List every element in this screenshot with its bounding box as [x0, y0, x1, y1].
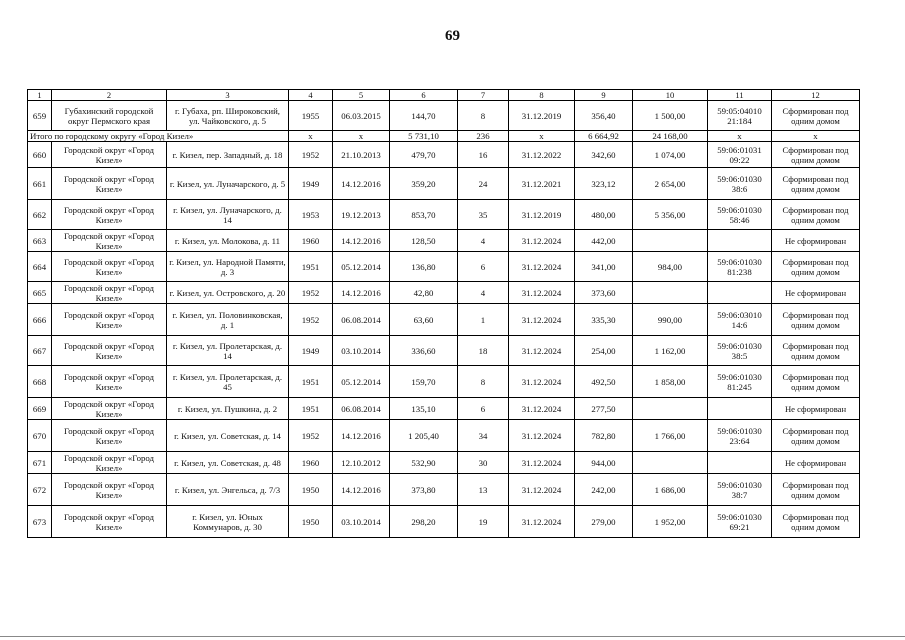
- recognition-date-cell: 05.12.2014: [333, 366, 390, 398]
- land-area-required-cell: 254,00: [575, 336, 633, 366]
- plot-status-cell: Не сформирован: [772, 230, 860, 252]
- municipality-cell: Городской округ «Город Кизел»: [52, 398, 167, 420]
- land-plot-area-cell: [633, 282, 708, 304]
- year-built-cell: 1953: [289, 200, 333, 230]
- recognition-date-cell: 21.10.2013: [333, 142, 390, 168]
- column-number-11: 11: [708, 90, 772, 101]
- resettlement-deadline-cell: 31.12.2019: [509, 101, 575, 131]
- municipality-cell: Городской округ «Город Кизел»: [52, 230, 167, 252]
- area-cell: 63,60: [390, 304, 458, 336]
- page-bottom-rule: [0, 636, 905, 637]
- land-area-required-cell: 356,40: [575, 101, 633, 131]
- residents-cell: 6: [458, 398, 509, 420]
- recognition-date-cell: 03.10.2014: [333, 336, 390, 366]
- land-plot-area-cell: 1 858,00: [633, 366, 708, 398]
- year-built-cell: 1960: [289, 452, 333, 474]
- land-plot-area-cell: 1 952,00: [633, 506, 708, 538]
- residents-cell: 8: [458, 101, 509, 131]
- municipality-cell: Городской округ «Город Кизел»: [52, 420, 167, 452]
- resettlement-deadline-cell: 31.12.2024: [509, 282, 575, 304]
- cadastral-number-cell: 59:06:01030 58:46: [708, 200, 772, 230]
- cadastral-number-cell: 59:06:01030 38:6: [708, 168, 772, 200]
- cadastral-number-cell: 59:05:04010 21:184: [708, 101, 772, 131]
- resettlement-deadline-cell: 31.12.2022: [509, 142, 575, 168]
- residents-cell: 30: [458, 452, 509, 474]
- municipality-cell: Городской округ «Город Кизел»: [52, 474, 167, 506]
- table-body: [28, 101, 860, 538]
- recognition-date-cell: 06.03.2015: [333, 101, 390, 131]
- column-number-7: 7: [458, 90, 509, 101]
- cadastral-number-cell: 59:06:01030 38:7: [708, 474, 772, 506]
- recognition-date-cell: 03.10.2014: [333, 506, 390, 538]
- residents-cell: 13: [458, 474, 509, 506]
- address-cell: г. Кизел, ул. Советская, д. 48: [167, 452, 289, 474]
- land-plot-area-cell: 1 500,00: [633, 101, 708, 131]
- table-row: [28, 420, 860, 452]
- municipality-cell: Городской округ «Город Кизел»: [52, 168, 167, 200]
- land-plot-area-cell: 5 356,00: [633, 200, 708, 230]
- plot-status-cell: Сформирован под одним домом: [772, 252, 860, 282]
- row-number-cell: 665: [28, 282, 52, 304]
- year-built-cell: 1950: [289, 506, 333, 538]
- land-area-required-cell: 782,80: [575, 420, 633, 452]
- address-cell: г. Кизел, ул. Луначарского, д. 5: [167, 168, 289, 200]
- total-c8-cell: x: [509, 131, 575, 142]
- plot-status-cell: Сформирован под одним домом: [772, 142, 860, 168]
- land-area-required-cell: 373,60: [575, 282, 633, 304]
- land-plot-area-cell: 1 162,00: [633, 336, 708, 366]
- municipality-cell: Городской округ «Город Кизел»: [52, 366, 167, 398]
- resettlement-deadline-cell: 31.12.2024: [509, 452, 575, 474]
- plot-status-cell: Сформирован под одним домом: [772, 304, 860, 336]
- cadastral-number-cell: 59:06:01031 09:22: [708, 142, 772, 168]
- residents-cell: 19: [458, 506, 509, 538]
- address-cell: г. Кизел, ул. Луначарского, д. 14: [167, 200, 289, 230]
- row-number-cell: 673: [28, 506, 52, 538]
- land-plot-area-cell: 1 074,00: [633, 142, 708, 168]
- table-row: [28, 366, 860, 398]
- total-row: [28, 131, 860, 142]
- year-built-cell: 1950: [289, 474, 333, 506]
- recognition-date-cell: 14.12.2016: [333, 474, 390, 506]
- plot-status-cell: Не сформирован: [772, 452, 860, 474]
- recognition-date-cell: 14.12.2016: [333, 420, 390, 452]
- address-cell: г. Кизел, ул. Островского, д. 20: [167, 282, 289, 304]
- area-cell: 373,80: [390, 474, 458, 506]
- area-cell: 336,60: [390, 336, 458, 366]
- resettlement-deadline-cell: 31.12.2024: [509, 252, 575, 282]
- year-built-cell: 1951: [289, 398, 333, 420]
- plot-status-cell: Сформирован под одним домом: [772, 366, 860, 398]
- resettlement-deadline-cell: 31.12.2024: [509, 506, 575, 538]
- column-number-1: 1: [28, 90, 52, 101]
- recognition-date-cell: 06.08.2014: [333, 304, 390, 336]
- address-cell: г. Кизел, ул. Молокова, д. 11: [167, 230, 289, 252]
- cadastral-number-cell: [708, 398, 772, 420]
- total-label: Итого по городскому округу «Город Кизел»: [28, 131, 289, 142]
- land-area-required-cell: 492,50: [575, 366, 633, 398]
- municipality-cell: Городской округ «Город Кизел»: [52, 252, 167, 282]
- land-area-required-cell: 480,00: [575, 200, 633, 230]
- total-c6-cell: 5 731,10: [390, 131, 458, 142]
- row-number-cell: 659: [28, 101, 52, 131]
- cadastral-number-cell: [708, 282, 772, 304]
- column-number-8: 8: [509, 90, 575, 101]
- row-number-cell: 667: [28, 336, 52, 366]
- resettlement-deadline-cell: 31.12.2024: [509, 420, 575, 452]
- plot-status-cell: Сформирован под одним домом: [772, 474, 860, 506]
- municipality-cell: Городской округ «Город Кизел»: [52, 282, 167, 304]
- table-row: [28, 142, 860, 168]
- column-number-row: [28, 90, 860, 101]
- municipality-cell: Городской округ «Город Кизел»: [52, 200, 167, 230]
- land-area-required-cell: 277,50: [575, 398, 633, 420]
- cadastral-number-cell: 59:06:03010 14:6: [708, 304, 772, 336]
- residents-cell: 16: [458, 142, 509, 168]
- municipality-cell: Городской округ «Город Кизел»: [52, 506, 167, 538]
- year-built-cell: 1952: [289, 420, 333, 452]
- recognition-date-cell: 14.12.2016: [333, 168, 390, 200]
- total-c5-cell: x: [333, 131, 390, 142]
- area-cell: 532,90: [390, 452, 458, 474]
- table-row: [28, 282, 860, 304]
- resettlement-deadline-cell: 31.12.2024: [509, 474, 575, 506]
- municipality-cell: Городской округ «Город Кизел»: [52, 142, 167, 168]
- recognition-date-cell: 14.12.2016: [333, 282, 390, 304]
- year-built-cell: 1951: [289, 252, 333, 282]
- municipality-cell: Городской округ «Город Кизел»: [52, 304, 167, 336]
- column-number-10: 10: [633, 90, 708, 101]
- year-built-cell: 1952: [289, 304, 333, 336]
- table-row: [28, 506, 860, 538]
- year-built-cell: 1952: [289, 142, 333, 168]
- cadastral-number-cell: 59:06:01030 38:5: [708, 336, 772, 366]
- land-area-required-cell: 341,00: [575, 252, 633, 282]
- table-row: [28, 200, 860, 230]
- recognition-date-cell: 06.08.2014: [333, 398, 390, 420]
- residents-cell: 35: [458, 200, 509, 230]
- plot-status-cell: Сформирован под одним домом: [772, 200, 860, 230]
- resettlement-deadline-cell: 31.12.2024: [509, 230, 575, 252]
- resettlement-deadline-cell: 31.12.2024: [509, 336, 575, 366]
- cadastral-number-cell: [708, 230, 772, 252]
- page-number: 69: [445, 28, 460, 44]
- cadastral-number-cell: [708, 452, 772, 474]
- total-c9-cell: 6 664,92: [575, 131, 633, 142]
- area-cell: 42,80: [390, 282, 458, 304]
- area-cell: 1 205,40: [390, 420, 458, 452]
- residents-cell: 1: [458, 304, 509, 336]
- row-number-cell: 668: [28, 366, 52, 398]
- row-number-cell: 663: [28, 230, 52, 252]
- housing-registry-table: [27, 89, 860, 538]
- table-row: [28, 230, 860, 252]
- address-cell: г. Кизел, пер. Западный, д. 18: [167, 142, 289, 168]
- land-plot-area-cell: [633, 230, 708, 252]
- land-plot-area-cell: 990,00: [633, 304, 708, 336]
- address-cell: г. Кизел, ул. Пролетарская, д. 14: [167, 336, 289, 366]
- row-number-cell: 660: [28, 142, 52, 168]
- table-row: [28, 452, 860, 474]
- recognition-date-cell: 12.10.2012: [333, 452, 390, 474]
- area-cell: 853,70: [390, 200, 458, 230]
- land-area-required-cell: 279,00: [575, 506, 633, 538]
- column-number-2: 2: [52, 90, 167, 101]
- row-number-cell: 662: [28, 200, 52, 230]
- row-number-cell: 670: [28, 420, 52, 452]
- address-cell: г. Кизел, ул. Советская, д. 14: [167, 420, 289, 452]
- cadastral-number-cell: 59:06:01030 69:21: [708, 506, 772, 538]
- row-number-cell: 664: [28, 252, 52, 282]
- address-cell: г. Кизел, ул. Половинковская, д. 1: [167, 304, 289, 336]
- address-cell: г. Кизел, ул. Пушкина, д. 2: [167, 398, 289, 420]
- table-row: [28, 304, 860, 336]
- residents-cell: 4: [458, 230, 509, 252]
- land-area-required-cell: 342,60: [575, 142, 633, 168]
- land-plot-area-cell: 1 766,00: [633, 420, 708, 452]
- year-built-cell: 1960: [289, 230, 333, 252]
- table-row: [28, 252, 860, 282]
- year-built-cell: 1951: [289, 366, 333, 398]
- resettlement-deadline-cell: 31.12.2019: [509, 200, 575, 230]
- address-cell: г. Кизел, ул. Юных Коммунаров, д. 30: [167, 506, 289, 538]
- area-cell: 136,80: [390, 252, 458, 282]
- cadastral-number-cell: 59:06:01030 23:64: [708, 420, 772, 452]
- land-area-required-cell: 944,00: [575, 452, 633, 474]
- land-plot-area-cell: [633, 398, 708, 420]
- area-cell: 359,20: [390, 168, 458, 200]
- address-cell: г. Кизел, ул. Народной Памяти, д. 3: [167, 252, 289, 282]
- resettlement-deadline-cell: 31.12.2024: [509, 366, 575, 398]
- plot-status-cell: Сформирован под одним домом: [772, 168, 860, 200]
- column-number-5: 5: [333, 90, 390, 101]
- total-c11-cell: x: [708, 131, 772, 142]
- year-built-cell: 1949: [289, 336, 333, 366]
- plot-status-cell: Сформирован под одним домом: [772, 420, 860, 452]
- total-c12-cell: x: [772, 131, 860, 142]
- land-plot-area-cell: [633, 452, 708, 474]
- area-cell: 479,70: [390, 142, 458, 168]
- column-number-4: 4: [289, 90, 333, 101]
- area-cell: 135,10: [390, 398, 458, 420]
- land-area-required-cell: 323,12: [575, 168, 633, 200]
- column-number-12: 12: [772, 90, 860, 101]
- address-cell: г. Кизел, ул. Пролетарская, д. 45: [167, 366, 289, 398]
- address-cell: г. Кизел, ул. Энгельса, д. 7/3: [167, 474, 289, 506]
- plot-status-cell: Сформирован под одним домом: [772, 506, 860, 538]
- table-row: [28, 398, 860, 420]
- table-row: [28, 336, 860, 366]
- row-number-cell: 666: [28, 304, 52, 336]
- land-plot-area-cell: 984,00: [633, 252, 708, 282]
- total-c4-cell: x: [289, 131, 333, 142]
- residents-cell: 34: [458, 420, 509, 452]
- total-c10-cell: 24 168,00: [633, 131, 708, 142]
- residents-cell: 24: [458, 168, 509, 200]
- municipality-cell: Городской округ «Город Кизел»: [52, 452, 167, 474]
- year-built-cell: 1955: [289, 101, 333, 131]
- recognition-date-cell: 19.12.2013: [333, 200, 390, 230]
- resettlement-deadline-cell: 31.12.2021: [509, 168, 575, 200]
- residents-cell: 6: [458, 252, 509, 282]
- table-row: [28, 101, 860, 131]
- total-c7-cell: 236: [458, 131, 509, 142]
- resettlement-deadline-cell: 31.12.2024: [509, 304, 575, 336]
- area-cell: 144,70: [390, 101, 458, 131]
- area-cell: 298,20: [390, 506, 458, 538]
- row-number-cell: 671: [28, 452, 52, 474]
- resettlement-deadline-cell: 31.12.2024: [509, 398, 575, 420]
- table-row: [28, 474, 860, 506]
- plot-status-cell: Не сформирован: [772, 282, 860, 304]
- address-cell: г. Губаха, рп. Широковский, ул. Чайковского, д. 5: [167, 101, 289, 131]
- recognition-date-cell: 14.12.2016: [333, 230, 390, 252]
- cadastral-number-cell: 59:06:01030 81:238: [708, 252, 772, 282]
- year-built-cell: 1952: [289, 282, 333, 304]
- residents-cell: 4: [458, 282, 509, 304]
- plot-status-cell: Не сформирован: [772, 398, 860, 420]
- area-cell: 159,70: [390, 366, 458, 398]
- residents-cell: 8: [458, 366, 509, 398]
- column-number-3: 3: [167, 90, 289, 101]
- municipality-cell: Губахинский городской округ Пермского края: [52, 101, 167, 131]
- year-built-cell: 1949: [289, 168, 333, 200]
- column-number-6: 6: [390, 90, 458, 101]
- column-number-9: 9: [575, 90, 633, 101]
- row-number-cell: 661: [28, 168, 52, 200]
- row-number-cell: 669: [28, 398, 52, 420]
- recognition-date-cell: 05.12.2014: [333, 252, 390, 282]
- residents-cell: 18: [458, 336, 509, 366]
- plot-status-cell: Сформирован под одним домом: [772, 336, 860, 366]
- land-plot-area-cell: 2 654,00: [633, 168, 708, 200]
- row-number-cell: 672: [28, 474, 52, 506]
- land-area-required-cell: 335,30: [575, 304, 633, 336]
- land-area-required-cell: 442,00: [575, 230, 633, 252]
- municipality-cell: Городской округ «Город Кизел»: [52, 336, 167, 366]
- area-cell: 128,50: [390, 230, 458, 252]
- land-area-required-cell: 242,00: [575, 474, 633, 506]
- cadastral-number-cell: 59:06:01030 81:245: [708, 366, 772, 398]
- table-row: [28, 168, 860, 200]
- land-plot-area-cell: 1 686,00: [633, 474, 708, 506]
- plot-status-cell: Сформирован под одним домом: [772, 101, 860, 131]
